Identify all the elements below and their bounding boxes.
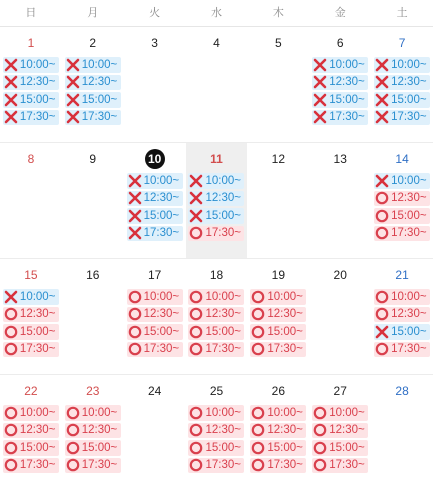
cross-icon bbox=[375, 93, 389, 107]
day-number: 10 bbox=[124, 149, 186, 169]
time-slot-list bbox=[186, 405, 248, 473]
week-row bbox=[0, 259, 433, 375]
time-slot-full[interactable] bbox=[65, 92, 121, 108]
time-slot-open[interactable] bbox=[3, 307, 59, 323]
time-slot-open[interactable] bbox=[250, 405, 306, 421]
cross-icon bbox=[128, 226, 142, 240]
time-slot-open[interactable] bbox=[312, 458, 368, 474]
time-slot-label: 17:30~ bbox=[329, 459, 365, 472]
cross-icon bbox=[128, 191, 142, 205]
day-cell[interactable] bbox=[186, 27, 248, 142]
time-slot-list bbox=[309, 57, 371, 125]
day-number: 22 bbox=[24, 384, 38, 398]
time-slot-label: 10:00~ bbox=[391, 58, 427, 71]
day-number: 5 bbox=[275, 36, 282, 50]
time-slot-list bbox=[247, 289, 309, 357]
circle-icon bbox=[189, 441, 203, 455]
day-cell[interactable] bbox=[124, 375, 186, 484]
day-cell[interactable] bbox=[62, 375, 124, 484]
day-cell[interactable] bbox=[371, 27, 433, 142]
circle-icon bbox=[189, 458, 203, 472]
cross-icon bbox=[189, 174, 203, 188]
time-slot-label: 17:30~ bbox=[391, 111, 427, 124]
day-number: 27 bbox=[333, 384, 347, 398]
day-cell[interactable] bbox=[371, 259, 433, 374]
circle-icon bbox=[128, 325, 142, 339]
cross-icon bbox=[375, 58, 389, 72]
cross-icon bbox=[375, 174, 389, 188]
time-slot-open[interactable] bbox=[65, 405, 121, 421]
weekday-header bbox=[0, 0, 433, 27]
time-slot-label: 17:30~ bbox=[391, 343, 427, 356]
circle-icon bbox=[128, 307, 142, 321]
time-slot-open[interactable] bbox=[374, 208, 430, 224]
time-slot-label: 12:30~ bbox=[143, 308, 180, 321]
time-slot-open[interactable] bbox=[250, 324, 306, 340]
time-slot-open[interactable] bbox=[3, 458, 59, 474]
week-row bbox=[0, 375, 433, 484]
time-slot-full[interactable] bbox=[312, 110, 368, 126]
day-cell[interactable] bbox=[371, 143, 433, 258]
time-slot-open[interactable] bbox=[250, 458, 306, 474]
circle-icon bbox=[66, 406, 80, 420]
cross-icon bbox=[128, 174, 142, 188]
circle-icon bbox=[66, 458, 80, 472]
time-slot-open[interactable] bbox=[127, 289, 183, 305]
day-number: 8 bbox=[27, 152, 35, 166]
circle-icon bbox=[4, 307, 18, 321]
time-slot-label: 10:00~ bbox=[143, 290, 180, 303]
time-slot-full[interactable] bbox=[3, 110, 59, 126]
day-number: 19 bbox=[271, 268, 286, 282]
circle-icon bbox=[66, 423, 80, 437]
day-number: 11 bbox=[210, 152, 223, 166]
circle-icon bbox=[128, 342, 142, 356]
day-number: 17 bbox=[147, 268, 162, 282]
circle-icon bbox=[251, 307, 265, 321]
day-cell[interactable] bbox=[186, 143, 248, 258]
day-cell[interactable] bbox=[0, 143, 62, 258]
time-slot-label: 15:00~ bbox=[19, 93, 56, 106]
time-slot-label: 10:00~ bbox=[205, 174, 241, 187]
time-slot-label: 10:00~ bbox=[391, 174, 427, 187]
time-slot-label: 10:00~ bbox=[81, 406, 118, 419]
day-number: 21 bbox=[395, 268, 409, 282]
time-slot-full[interactable] bbox=[127, 173, 183, 189]
cross-icon bbox=[313, 58, 327, 72]
circle-icon bbox=[4, 423, 18, 437]
time-slot-label: 15:00~ bbox=[391, 93, 427, 106]
time-slot-label: 12:30~ bbox=[267, 424, 303, 437]
day-number: 15 bbox=[24, 268, 38, 282]
time-slot-label: 10:00~ bbox=[19, 58, 56, 71]
time-slot-full[interactable] bbox=[312, 57, 368, 73]
day-cell[interactable] bbox=[247, 143, 309, 258]
time-slot-label: 12:30~ bbox=[391, 192, 427, 205]
time-slot-label: 17:30~ bbox=[19, 459, 56, 472]
calendar-grid bbox=[0, 27, 433, 484]
time-slot-label: 10:00~ bbox=[19, 290, 56, 303]
circle-icon bbox=[375, 209, 389, 223]
time-slot-open[interactable] bbox=[188, 226, 244, 242]
circle-icon bbox=[66, 441, 80, 455]
time-slot-label: 10:00~ bbox=[391, 290, 427, 303]
time-slot-full[interactable] bbox=[127, 226, 183, 242]
day-cell[interactable] bbox=[124, 259, 186, 374]
time-slot-full[interactable] bbox=[374, 173, 430, 189]
time-slot-open[interactable] bbox=[250, 342, 306, 358]
circle-icon bbox=[313, 423, 327, 437]
cross-icon bbox=[375, 75, 389, 89]
time-slot-full[interactable] bbox=[374, 110, 430, 126]
time-slot-list bbox=[0, 57, 62, 125]
time-slot-label: 17:30~ bbox=[143, 227, 180, 240]
time-slot-list bbox=[371, 173, 433, 241]
day-cell[interactable] bbox=[62, 143, 124, 258]
circle-icon bbox=[251, 342, 265, 356]
time-slot-label: 12:30~ bbox=[391, 76, 427, 89]
day-cell[interactable] bbox=[0, 259, 62, 374]
time-slot-list bbox=[0, 405, 62, 473]
circle-icon bbox=[251, 406, 265, 420]
time-slot-label: 12:30~ bbox=[205, 424, 241, 437]
day-number: 28 bbox=[395, 384, 409, 398]
time-slot-label: 10:00~ bbox=[205, 290, 241, 303]
time-slot-label: 17:30~ bbox=[81, 459, 118, 472]
circle-icon bbox=[251, 423, 265, 437]
day-cell[interactable] bbox=[124, 143, 186, 258]
time-slot-label: 10:00~ bbox=[19, 406, 56, 419]
time-slot-open[interactable] bbox=[312, 405, 368, 421]
day-number: 3 bbox=[151, 36, 158, 50]
circle-icon bbox=[4, 325, 18, 339]
cross-icon bbox=[375, 110, 389, 124]
time-slot-label: 15:00~ bbox=[19, 325, 56, 338]
day-cell[interactable] bbox=[62, 27, 124, 142]
time-slot-list bbox=[124, 289, 186, 357]
time-slot-label: 15:00~ bbox=[391, 209, 427, 222]
week-row bbox=[0, 27, 433, 143]
time-slot-open[interactable] bbox=[312, 423, 368, 439]
circle-icon bbox=[251, 325, 265, 339]
time-slot-open[interactable] bbox=[3, 440, 59, 456]
time-slot-label: 12:30~ bbox=[19, 424, 56, 437]
circle-icon bbox=[313, 441, 327, 455]
day-number: 18 bbox=[209, 268, 224, 282]
cross-icon bbox=[66, 93, 80, 107]
time-slot-label: 10:00~ bbox=[81, 58, 118, 71]
circle-icon bbox=[189, 290, 203, 304]
cross-icon bbox=[66, 58, 80, 72]
circle-icon bbox=[251, 458, 265, 472]
day-number: 6 bbox=[336, 36, 344, 50]
weekday-thu: 木 bbox=[272, 7, 284, 19]
day-cell[interactable] bbox=[186, 259, 248, 374]
time-slot-label: 12:30~ bbox=[391, 308, 427, 321]
time-slot-open[interactable] bbox=[65, 458, 121, 474]
time-slot-open[interactable] bbox=[250, 307, 306, 323]
day-number: 25 bbox=[209, 384, 224, 398]
time-slot-full[interactable] bbox=[374, 57, 430, 73]
day-number: 12 bbox=[271, 152, 286, 166]
circle-icon bbox=[189, 307, 203, 321]
day-cell[interactable] bbox=[186, 375, 248, 484]
circle-icon bbox=[189, 325, 203, 339]
time-slot-list bbox=[309, 405, 371, 473]
cross-icon bbox=[4, 93, 18, 107]
weekday-wed: 水 bbox=[210, 7, 222, 19]
time-slot-full[interactable] bbox=[374, 75, 430, 91]
cross-icon bbox=[375, 325, 389, 339]
circle-icon bbox=[4, 441, 18, 455]
day-cell[interactable] bbox=[371, 375, 433, 484]
day-cell[interactable] bbox=[309, 143, 371, 258]
time-slot-label: 12:30~ bbox=[81, 76, 118, 89]
circle-icon bbox=[375, 191, 389, 205]
time-slot-label: 12:30~ bbox=[205, 192, 241, 205]
day-number: 13 bbox=[333, 152, 347, 166]
time-slot-full[interactable] bbox=[127, 208, 183, 224]
circle-icon bbox=[128, 290, 142, 304]
day-cell[interactable] bbox=[309, 259, 371, 374]
time-slot-open[interactable] bbox=[127, 324, 183, 340]
day-number: 9 bbox=[89, 152, 97, 166]
circle-icon bbox=[4, 342, 18, 356]
time-slot-label: 15:00~ bbox=[205, 209, 241, 222]
week-row bbox=[0, 143, 433, 259]
time-slot-full[interactable] bbox=[188, 173, 244, 189]
day-number: 16 bbox=[86, 268, 100, 282]
day-cell[interactable] bbox=[0, 375, 62, 484]
cross-icon bbox=[313, 93, 327, 107]
time-slot-label: 17:30~ bbox=[391, 227, 427, 240]
time-slot-open[interactable] bbox=[374, 191, 430, 207]
time-slot-label: 17:30~ bbox=[205, 459, 241, 472]
time-slot-full[interactable] bbox=[374, 92, 430, 108]
cross-icon bbox=[66, 110, 80, 124]
time-slot-list bbox=[0, 289, 62, 357]
cross-icon bbox=[313, 75, 327, 89]
time-slot-list bbox=[247, 405, 309, 473]
time-slot-label: 17:30~ bbox=[143, 343, 180, 356]
circle-icon bbox=[375, 342, 389, 356]
time-slot-open[interactable] bbox=[188, 324, 244, 340]
day-number: 2 bbox=[89, 36, 97, 50]
day-number: 26 bbox=[271, 384, 286, 398]
day-number: 14 bbox=[395, 152, 409, 166]
weekday-fri: 金 bbox=[334, 7, 346, 19]
time-slot-label: 15:00~ bbox=[143, 209, 180, 222]
day-number: 7 bbox=[398, 36, 406, 50]
time-slot-full[interactable] bbox=[127, 191, 183, 207]
time-slot-label: 12:30~ bbox=[143, 192, 180, 205]
time-slot-label: 17:30~ bbox=[267, 343, 303, 356]
weekday-mon: 月 bbox=[87, 7, 99, 19]
time-slot-full[interactable] bbox=[188, 191, 244, 207]
circle-icon bbox=[189, 406, 203, 420]
time-slot-label: 10:00~ bbox=[267, 406, 303, 419]
time-slot-label: 10:00~ bbox=[329, 406, 365, 419]
day-number: 23 bbox=[86, 384, 100, 398]
circle-icon bbox=[4, 406, 18, 420]
time-slot-label: 12:30~ bbox=[19, 76, 56, 89]
time-slot-full[interactable] bbox=[3, 57, 59, 73]
time-slot-list bbox=[371, 289, 433, 357]
time-slot-label: 15:00~ bbox=[329, 441, 365, 454]
time-slot-label: 15:00~ bbox=[143, 325, 180, 338]
time-slot-label: 12:30~ bbox=[329, 424, 365, 437]
time-slot-label: 12:30~ bbox=[329, 76, 365, 89]
time-slot-label: 15:00~ bbox=[19, 441, 56, 454]
circle-icon bbox=[251, 290, 265, 304]
time-slot-open[interactable] bbox=[188, 342, 244, 358]
time-slot-open[interactable] bbox=[250, 440, 306, 456]
circle-icon bbox=[375, 307, 389, 321]
time-slot-list bbox=[62, 57, 124, 125]
weekday-sat: 土 bbox=[396, 7, 408, 19]
time-slot-open[interactable] bbox=[374, 307, 430, 323]
time-slot-list bbox=[62, 405, 124, 473]
time-slot-open[interactable] bbox=[374, 289, 430, 305]
time-slot-label: 15:00~ bbox=[267, 325, 303, 338]
time-slot-open[interactable] bbox=[188, 440, 244, 456]
cross-icon bbox=[4, 290, 18, 304]
time-slot-open[interactable] bbox=[127, 342, 183, 358]
time-slot-label: 15:00~ bbox=[81, 441, 118, 454]
time-slot-label: 12:30~ bbox=[19, 308, 56, 321]
circle-icon bbox=[4, 458, 18, 472]
time-slot-label: 17:30~ bbox=[19, 111, 56, 124]
time-slot-label: 17:30~ bbox=[267, 459, 303, 472]
time-slot-list bbox=[186, 173, 248, 241]
weekday-tue: 火 bbox=[149, 7, 161, 19]
time-slot-open[interactable] bbox=[374, 226, 430, 242]
time-slot-open[interactable] bbox=[3, 405, 59, 421]
cross-icon bbox=[4, 58, 18, 72]
time-slot-open[interactable] bbox=[374, 342, 430, 358]
cross-icon bbox=[189, 209, 203, 223]
cross-icon bbox=[66, 75, 80, 89]
day-cell[interactable] bbox=[247, 27, 309, 142]
day-number: 24 bbox=[147, 384, 162, 398]
time-slot-label: 15:00~ bbox=[205, 325, 241, 338]
time-slot-open[interactable] bbox=[188, 405, 244, 421]
time-slot-open[interactable] bbox=[312, 440, 368, 456]
day-cell[interactable] bbox=[247, 375, 309, 484]
time-slot-label: 12:30~ bbox=[267, 308, 303, 321]
time-slot-open[interactable] bbox=[3, 423, 59, 439]
circle-icon bbox=[313, 406, 327, 420]
time-slot-full[interactable] bbox=[188, 208, 244, 224]
time-slot-open[interactable] bbox=[188, 289, 244, 305]
time-slot-label: 15:00~ bbox=[267, 441, 303, 454]
time-slot-label: 15:00~ bbox=[329, 93, 365, 106]
time-slot-open[interactable] bbox=[65, 440, 121, 456]
time-slot-label: 10:00~ bbox=[267, 290, 303, 303]
cross-icon bbox=[4, 110, 18, 124]
circle-icon bbox=[375, 226, 389, 240]
time-slot-list bbox=[124, 173, 186, 241]
circle-icon bbox=[189, 423, 203, 437]
time-slot-full[interactable] bbox=[65, 110, 121, 126]
time-slot-open[interactable] bbox=[65, 423, 121, 439]
time-slot-full[interactable] bbox=[3, 75, 59, 91]
circle-icon bbox=[251, 441, 265, 455]
time-slot-open[interactable] bbox=[3, 342, 59, 358]
time-slot-label: 15:00~ bbox=[205, 441, 241, 454]
time-slot-label: 17:30~ bbox=[19, 343, 56, 356]
day-number: 1 bbox=[27, 36, 35, 50]
time-slot-label: 15:00~ bbox=[81, 93, 118, 106]
time-slot-label: 10:00~ bbox=[143, 174, 180, 187]
time-slot-full[interactable] bbox=[374, 324, 430, 340]
time-slot-full[interactable] bbox=[65, 57, 121, 73]
circle-icon bbox=[189, 342, 203, 356]
time-slot-label: 17:30~ bbox=[81, 111, 118, 124]
time-slot-label: 17:30~ bbox=[329, 111, 365, 124]
time-slot-label: 12:30~ bbox=[81, 424, 118, 437]
time-slot-open[interactable] bbox=[3, 324, 59, 340]
day-cell[interactable] bbox=[62, 259, 124, 374]
time-slot-full[interactable] bbox=[65, 75, 121, 91]
time-slot-label: 12:30~ bbox=[205, 308, 241, 321]
time-slot-list bbox=[371, 57, 433, 125]
day-cell[interactable] bbox=[124, 27, 186, 142]
weekday-sun: 日 bbox=[25, 7, 37, 19]
time-slot-label: 10:00~ bbox=[329, 58, 365, 71]
time-slot-label: 17:30~ bbox=[205, 227, 241, 240]
time-slot-full[interactable] bbox=[3, 289, 59, 305]
time-slot-label: 10:00~ bbox=[205, 406, 241, 419]
time-slot-full[interactable] bbox=[312, 92, 368, 108]
cross-icon bbox=[313, 110, 327, 124]
day-number: 20 bbox=[333, 268, 347, 282]
cross-icon bbox=[189, 191, 203, 205]
day-number: 4 bbox=[213, 36, 220, 50]
time-slot-open[interactable] bbox=[250, 423, 306, 439]
time-slot-open[interactable] bbox=[250, 289, 306, 305]
time-slot-full[interactable] bbox=[312, 75, 368, 91]
time-slot-open[interactable] bbox=[188, 423, 244, 439]
time-slot-full[interactable] bbox=[3, 92, 59, 108]
time-slot-open[interactable] bbox=[188, 307, 244, 323]
time-slot-open[interactable] bbox=[127, 307, 183, 323]
day-cell[interactable] bbox=[309, 375, 371, 484]
cross-icon bbox=[4, 75, 18, 89]
circle-icon bbox=[375, 290, 389, 304]
time-slot-open[interactable] bbox=[188, 458, 244, 474]
cross-icon bbox=[128, 209, 142, 223]
day-cell[interactable] bbox=[0, 27, 62, 142]
day-cell[interactable] bbox=[309, 27, 371, 142]
circle-icon bbox=[189, 226, 203, 240]
day-cell[interactable] bbox=[247, 259, 309, 374]
time-slot-label: 17:30~ bbox=[205, 343, 241, 356]
time-slot-label: 15:00~ bbox=[391, 325, 427, 338]
time-slot-list bbox=[186, 289, 248, 357]
circle-icon bbox=[313, 458, 327, 472]
